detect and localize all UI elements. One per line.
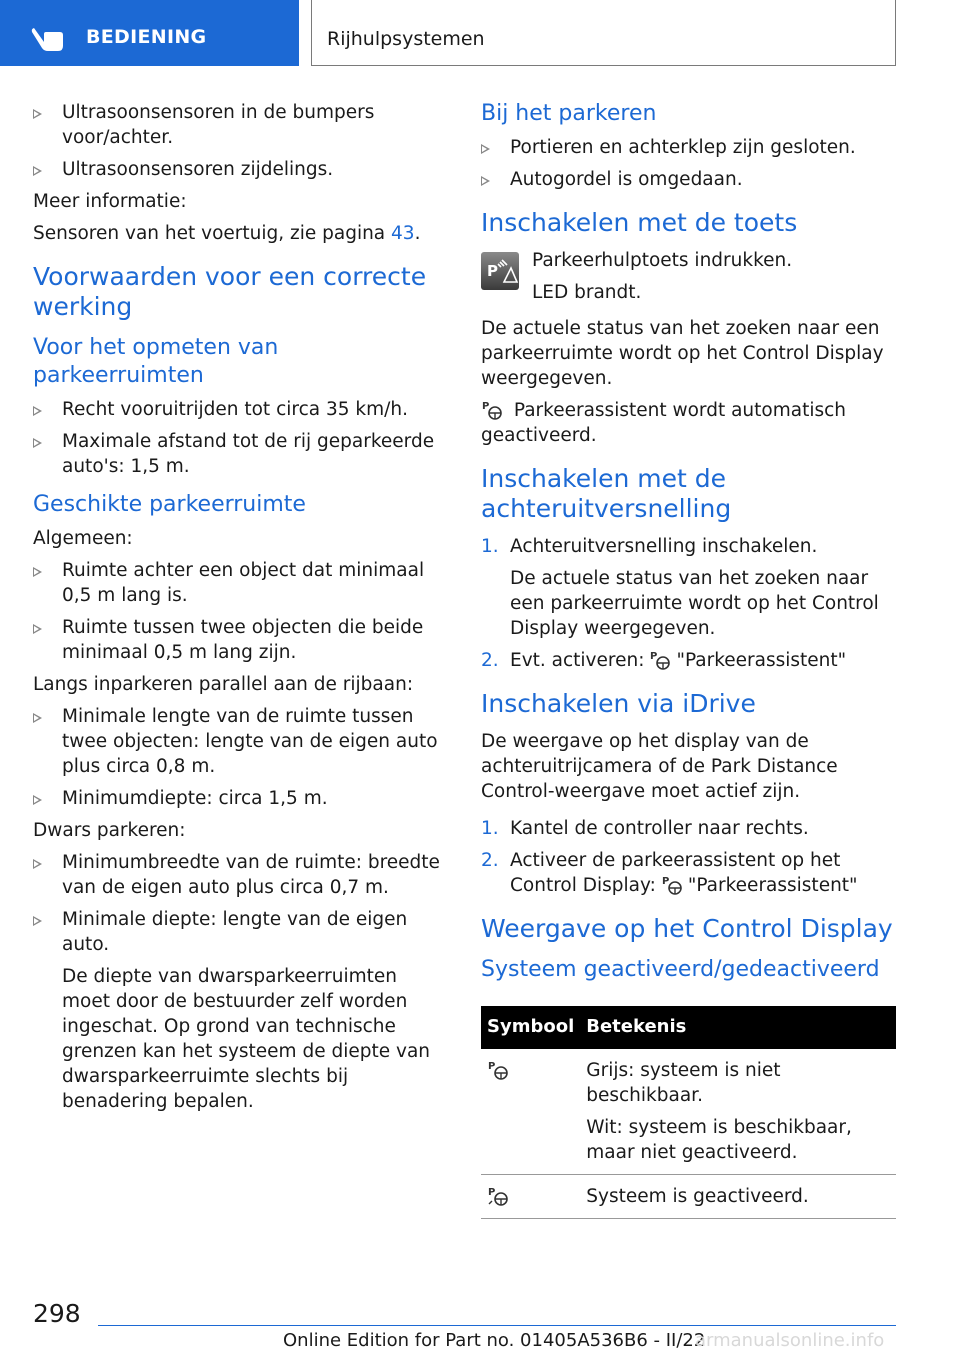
section-heading: Inschakelen via iDrive bbox=[481, 689, 756, 718]
paragraph: Meer informatie: bbox=[33, 191, 187, 212]
chapter-header bbox=[311, 0, 896, 66]
page-link[interactable]: 43 bbox=[391, 223, 415, 244]
bullet-triangle-icon bbox=[33, 406, 42, 416]
list-item: Portieren en achterklep zijn gesloten. bbox=[481, 135, 896, 160]
numbered-step: 1. Achteruitversnelling inschakelen. bbox=[481, 536, 818, 557]
table-row: P Grijs: systeem is niet beschikbaar. Wit: systeem is beschikbaar, maar niet geactiveerd. bbox=[481, 1049, 896, 1175]
svg-text:P: P bbox=[488, 1061, 496, 1072]
list-item: Ultrasoonsensoren in de bumpers voor/achter. bbox=[33, 100, 448, 150]
section-heading: Weergave op het Control Display bbox=[481, 914, 893, 943]
svg-text:P: P bbox=[487, 262, 498, 280]
paragraph: Dwars parkeren: bbox=[33, 820, 186, 841]
bullet-triangle-icon bbox=[481, 144, 490, 154]
paragraph: Sensoren van het voertuig, zie pagina 43. bbox=[33, 223, 421, 244]
park-assist-button-icon bbox=[481, 252, 519, 290]
park-assistant-active-icon bbox=[487, 1185, 509, 1207]
subsection-heading: Geschikte parkeerruimte bbox=[33, 492, 306, 517]
svg-text:P: P bbox=[488, 1187, 496, 1198]
bullet-triangle-icon bbox=[33, 916, 42, 926]
bullet-triangle-icon bbox=[481, 176, 490, 186]
section-heading: Voorwaarden voor een correcte werking bbox=[33, 262, 427, 321]
watermark: armanualsonline.info bbox=[695, 1330, 885, 1351]
bullet-triangle-icon bbox=[33, 567, 42, 577]
park-assistant-icon bbox=[661, 874, 683, 896]
bullet-triangle-icon bbox=[33, 438, 42, 448]
list-item: Minimale lengte van de ruimte tussen twee objecten: lengte van de eigen auto plus circa 0,8 m. bbox=[33, 704, 448, 779]
paragraph: Algemeen: bbox=[33, 528, 133, 549]
paragraph: Langs inparkeren parallel aan de rijbaan: bbox=[33, 674, 414, 695]
step-note: De actuele status van het zoeken naar een parkeerruimte wordt op het Control Display weergegeven. bbox=[510, 568, 879, 639]
park-assistant-icon bbox=[481, 399, 503, 421]
bullet-triangle-icon bbox=[33, 713, 42, 723]
list-item: Autogordel is omgedaan. bbox=[481, 167, 896, 192]
paragraph: P Parkeerassistent wordt automatisch geactiveerd. bbox=[481, 400, 846, 446]
list-item: Recht vooruitrijden tot circa 35 km/h. bbox=[33, 397, 448, 422]
section-heading: Inschakelen met de achteruitversnelling bbox=[481, 464, 732, 523]
table-row: P Systeem is geactiveerd. bbox=[481, 1175, 896, 1219]
bullet-triangle-icon bbox=[33, 859, 42, 869]
numbered-step: 2. Activeer de parkeerassistent op het Control Display: P "Parkeerassistent" bbox=[481, 850, 858, 896]
right-column bbox=[481, 100, 896, 1219]
footer-divider bbox=[98, 1325, 896, 1326]
left-column bbox=[33, 100, 448, 1121]
button-instruction: P Parkeerhulptoets indrukken. LED brandt. bbox=[481, 248, 896, 308]
table-header-meaning: Betekenis bbox=[580, 1006, 896, 1049]
numbered-step: 1. Kantel de controller naar rechts. bbox=[481, 818, 809, 839]
hand-pointer-icon bbox=[30, 24, 70, 54]
list-item: Ultrasoonsensoren zijdelings. bbox=[33, 157, 448, 182]
bullet-triangle-icon bbox=[33, 109, 42, 119]
list-item: Minimale diepte: lengte van de eigen auto. bbox=[33, 907, 448, 957]
bullet-triangle-icon bbox=[33, 795, 42, 805]
paragraph: De weergave op het display van de achteruitrijcamera of de Park Distance Control-weergave moet actief zijn. bbox=[481, 731, 838, 802]
subsection-heading: Bij het parkeren bbox=[481, 101, 657, 126]
subsection-heading: Voor het opmeten van parkeerruimten bbox=[33, 335, 279, 388]
section-tab bbox=[0, 0, 299, 66]
bullet-triangle-icon bbox=[33, 624, 42, 634]
svg-text:P: P bbox=[661, 876, 670, 887]
paragraph: De actuele status van het zoeken naar een parkeerruimte wordt op het Control Display weergegeven. bbox=[481, 318, 884, 389]
section-heading: Inschakelen met de toets bbox=[481, 208, 798, 237]
list-item: Minimumbreedte van de ruimte: breedte van de eigen auto plus circa 0,7 m. bbox=[33, 850, 448, 900]
list-item: Minimumdiepte: circa 1,5 m. bbox=[33, 786, 448, 811]
list-item-note: De diepte van dwarsparkeerruimten moet door de bestuurder zelf worden ingeschat. Op grond van technische grenzen kan het systeem de diepte van dwarsparkeerruimte slechts bij benadering bepalen. bbox=[62, 966, 431, 1112]
list-item: Maximale afstand tot de rij geparkeerde auto's: 1,5 m. bbox=[33, 429, 448, 479]
symbol-table bbox=[481, 1006, 896, 1219]
edition-text: Online Edition for Part no. 01405A536B6 - II/22 bbox=[283, 1330, 706, 1351]
chapter-title: Rijhulpsystemen bbox=[327, 28, 485, 50]
svg-text:P: P bbox=[650, 651, 658, 662]
page-number: 298 bbox=[33, 1299, 81, 1328]
list-item: Ruimte tussen twee objecten die beide minimaal 0,5 m lang zijn. bbox=[33, 615, 448, 665]
svg-text:P: P bbox=[482, 401, 490, 412]
numbered-step: 2. Evt. activeren: P "Parkeerassistent" bbox=[481, 650, 847, 671]
list-item: Ruimte achter een object dat minimaal 0,5 m lang is. bbox=[33, 558, 448, 608]
table-header-symbol: Symbool bbox=[481, 1006, 580, 1049]
park-assistant-icon bbox=[487, 1059, 509, 1081]
section-label: BEDIENING bbox=[86, 26, 207, 48]
subsection-heading: Systeem geactiveerd/gedeactiveerd bbox=[481, 957, 880, 982]
bullet-triangle-icon bbox=[33, 166, 42, 176]
park-assistant-icon bbox=[649, 649, 671, 671]
